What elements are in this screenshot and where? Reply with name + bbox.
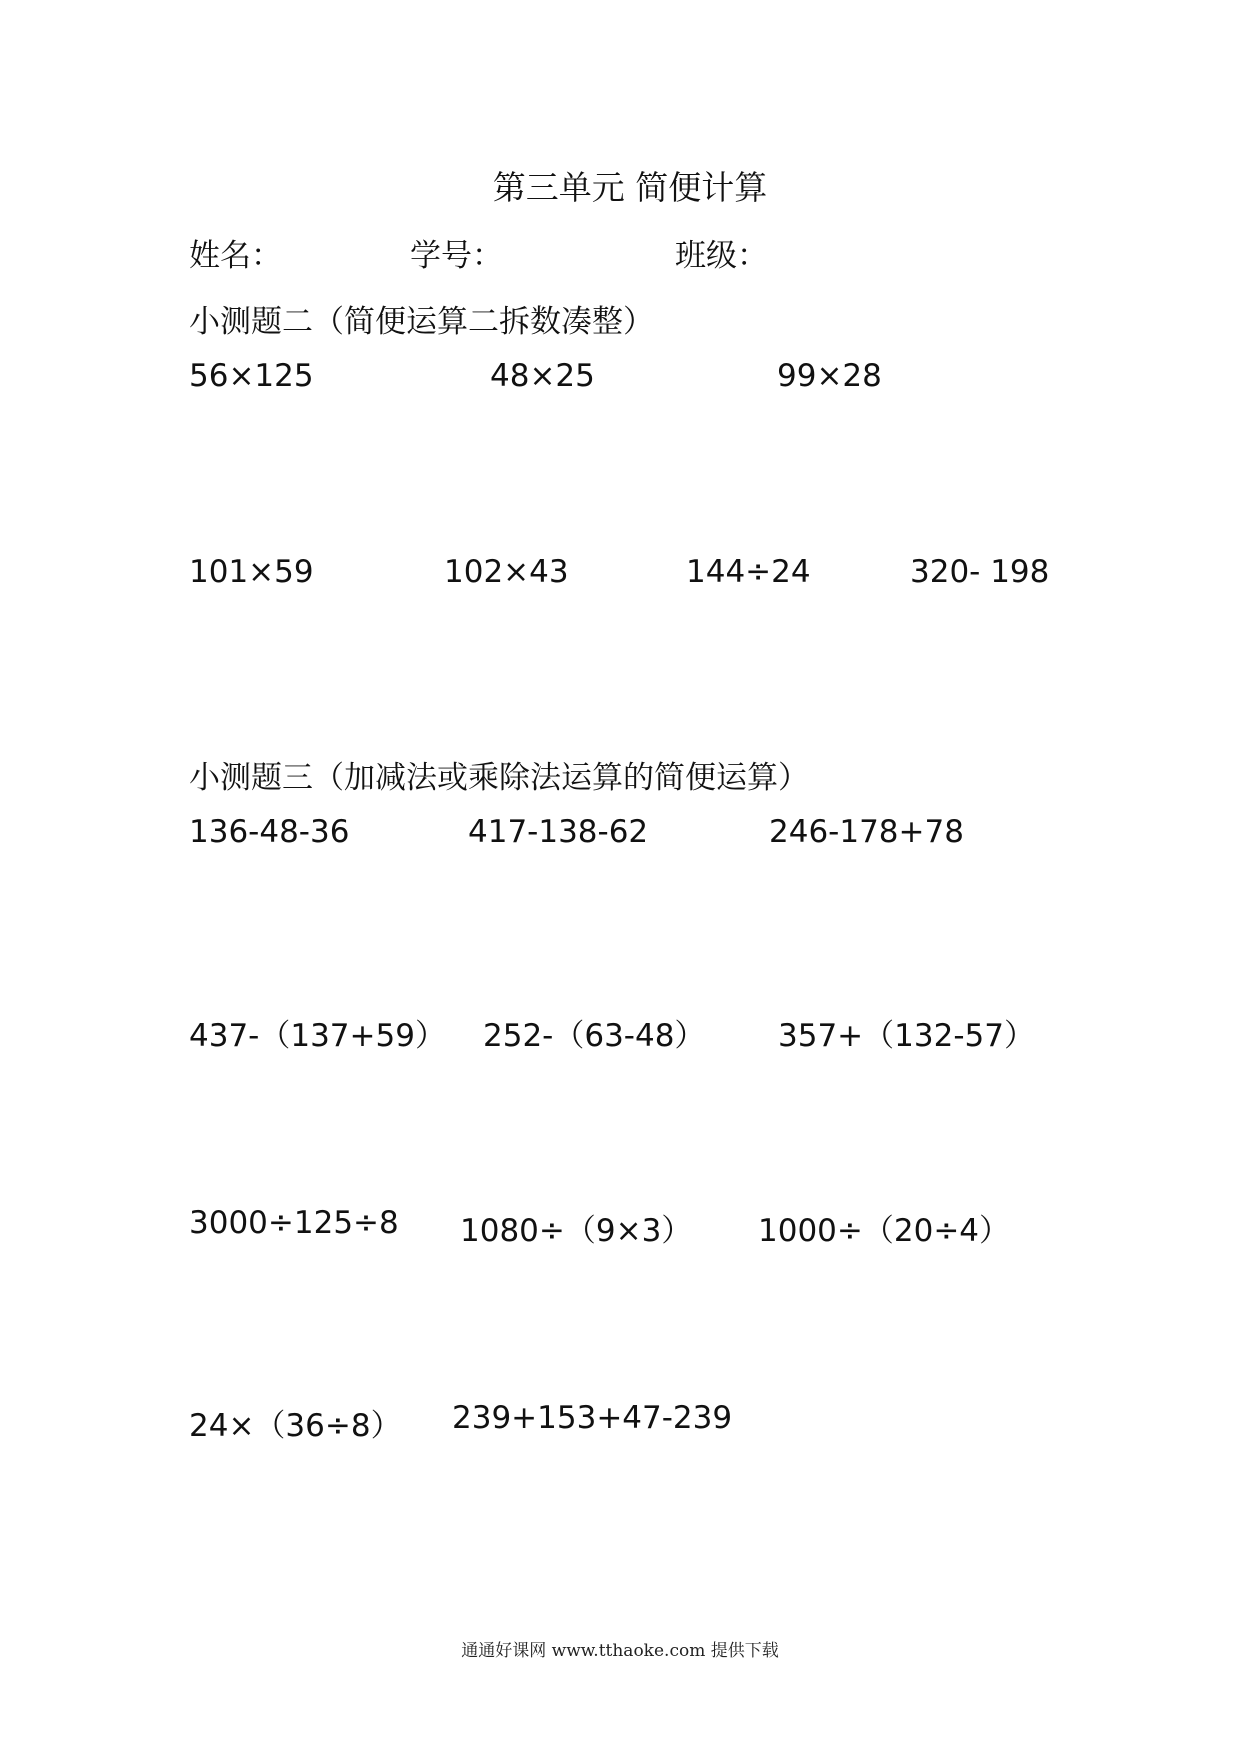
name-label: 姓名： <box>189 238 282 274</box>
problem: 102×43 <box>444 554 569 590</box>
footer-credit: 通通好课网 www.tthaoke.com 提供下载 <box>461 1641 779 1661</box>
problem: 1000÷（20÷4） <box>758 1213 1011 1249</box>
problem: 239+153+47-239 <box>452 1400 733 1436</box>
problem: 56×125 <box>189 358 314 394</box>
problem: 417-138-62 <box>468 814 649 850</box>
problem: 48×25 <box>490 358 595 394</box>
problem: 1080÷（9×3） <box>460 1213 693 1249</box>
problem: 136-48-36 <box>189 814 350 850</box>
problem: 99×28 <box>777 358 882 394</box>
problem: 101×59 <box>189 554 314 590</box>
student-id-label: 学号： <box>410 238 503 274</box>
problem: 320- 198 <box>910 554 1050 590</box>
class-label: 班级： <box>675 238 768 274</box>
problem: 252-（63-48） <box>483 1018 706 1054</box>
problem: 3000÷125÷8 <box>189 1205 399 1241</box>
section-3-heading: 小测题三（加减法或乘除法运算的简便运算） <box>189 760 809 796</box>
problem: 437-（137+59） <box>189 1018 446 1054</box>
problem: 246-178+78 <box>769 814 964 850</box>
problem: 144÷24 <box>686 554 811 590</box>
problem: 357+（132-57） <box>778 1018 1035 1054</box>
problem: 24×（36÷8） <box>189 1408 402 1444</box>
page-title: 第三单元 简便计算 <box>492 168 768 207</box>
section-2-heading: 小测题二（简便运算二拆数凑整） <box>189 304 654 340</box>
